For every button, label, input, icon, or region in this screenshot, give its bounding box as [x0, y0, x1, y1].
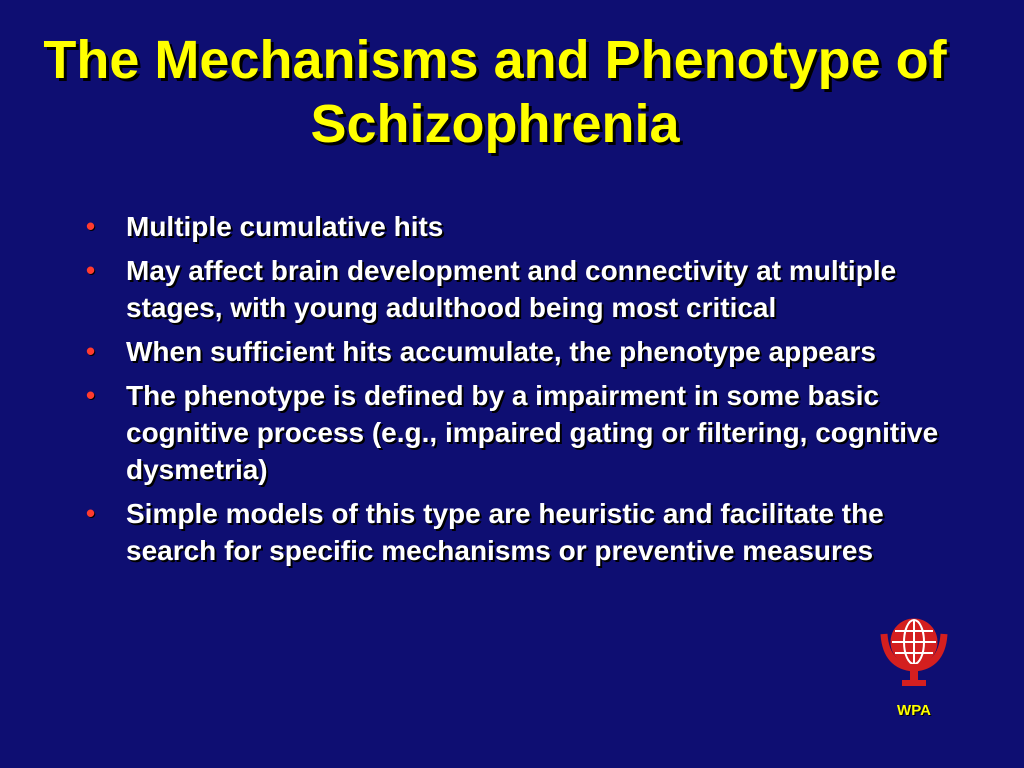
bullet-item [86, 208, 966, 245]
bullet-item [86, 252, 966, 326]
bullet-marker: • [86, 336, 96, 366]
wpa-globe-psi-icon [876, 612, 952, 688]
bullet-marker: • [86, 255, 96, 285]
bullet-item [86, 333, 966, 370]
bullet-marker: • [86, 380, 96, 410]
bullet-marker: • [86, 498, 96, 528]
bullet-text: When sufficient hits accumulate, the phenotype appears [126, 336, 876, 367]
bullet-text: May affect brain development and connectivity at multiple stages, with young adulthood being most critical [126, 255, 897, 323]
slide-title: The Mechanisms and Phenotype of Schizophrenia [43, 30, 947, 154]
bullet-marker: • [86, 211, 96, 241]
bullet-text: The phenotype is defined by a impairment in some basic cognitive process (e.g., impaired gating or filtering, cognitive dysmetria) [126, 380, 939, 485]
bullet-text: Multiple cumulative hits [126, 211, 444, 242]
bullet-item [86, 495, 966, 569]
bullet-list [86, 208, 966, 576]
wpa-logo-label: WPA [897, 702, 931, 719]
bullet-text: Simple models of this type are heuristic and facilitate the search for specific mechanisms or preventive measures [126, 498, 884, 566]
bullet-item [86, 377, 966, 488]
